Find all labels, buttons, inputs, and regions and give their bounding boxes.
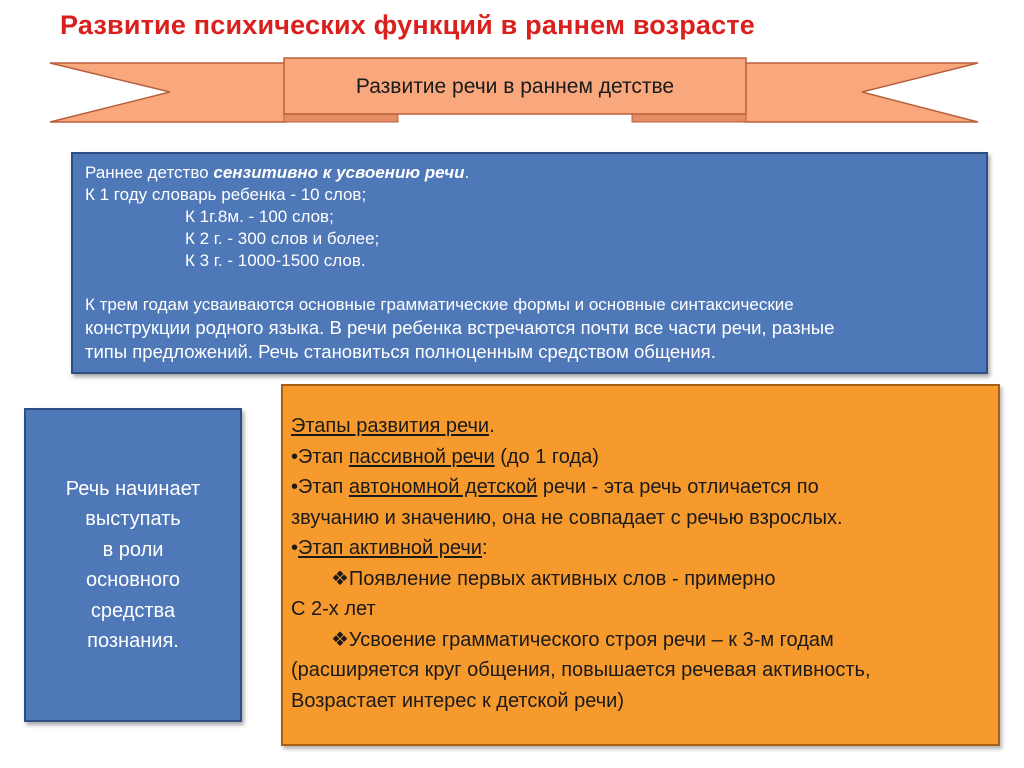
speech-stages-box: [281, 384, 1000, 746]
ribbon-right-tail: [744, 63, 978, 122]
page-title: Развитие психических функций в раннем возрасте: [60, 10, 755, 40]
substage-first-words-age: С 2-х лет: [291, 598, 376, 620]
stage-autonomous-desc: звучанию и значению, она не совпадает с речью взрослых.: [291, 506, 843, 529]
substage-grammar-desc: (расширяется круг общения, повышается речевая активность,: [291, 659, 871, 681]
sensitivity-line: Раннее детство сензитивно к усвоению речи.: [85, 163, 470, 182]
stage-active: •Этап активной речи:: [291, 537, 488, 559]
substage-first-words: ❖Появление первых активных слов - примерно: [331, 567, 776, 590]
stage-autonomous: •Этап автономной детской речи - эта речь отличается по: [291, 476, 819, 498]
vocab-1y8m: К 1г.8м. - 100 слов;: [185, 207, 334, 226]
speech-role-box: [24, 408, 242, 722]
stages-heading: Этапы развития речи.: [291, 415, 495, 437]
substage-grammar-desc: Возрастает интерес к детской речи): [291, 689, 624, 712]
speech-role-line: средства: [90, 599, 176, 622]
vocabulary-info-box: [71, 152, 988, 374]
substage-grammar: ❖Усвоение грамматического строя речи – к 3-м годам: [331, 628, 834, 651]
stage-passive: •Этап пассивной речи (до 1 года): [291, 445, 599, 468]
grammar-paragraph-line: К трем годам усваиваются основные грамматические формы и основные синтаксические: [85, 295, 794, 314]
grammar-paragraph-line: типы предложений. Речь становиться полноценным средством общения.: [85, 341, 716, 362]
grammar-paragraph-line: конструкции родного языка. В речи ребенка встречаются почти все части речи, разные: [85, 317, 835, 338]
speech-role-line: выступать: [85, 508, 181, 530]
speech-role-line: основного: [85, 569, 181, 591]
sensitivity-emphasis: сензитивно к усвоению речи: [213, 163, 465, 182]
speech-role-line: в роли: [102, 538, 164, 561]
speech-role-line: познания.: [87, 630, 179, 652]
vocab-2-years: К 2 г. - 300 слов и более;: [185, 229, 380, 248]
vocab-1-year: К 1 году словарь ребенка - 10 слов;: [85, 185, 367, 204]
ribbon-left-tail: [50, 63, 286, 122]
speech-role-line: Речь начинает: [65, 477, 201, 500]
vocab-3-years: К 3 г. - 1000-1500 слов.: [185, 251, 366, 270]
ribbon-label: Развитие речи в раннем детстве: [355, 75, 675, 98]
